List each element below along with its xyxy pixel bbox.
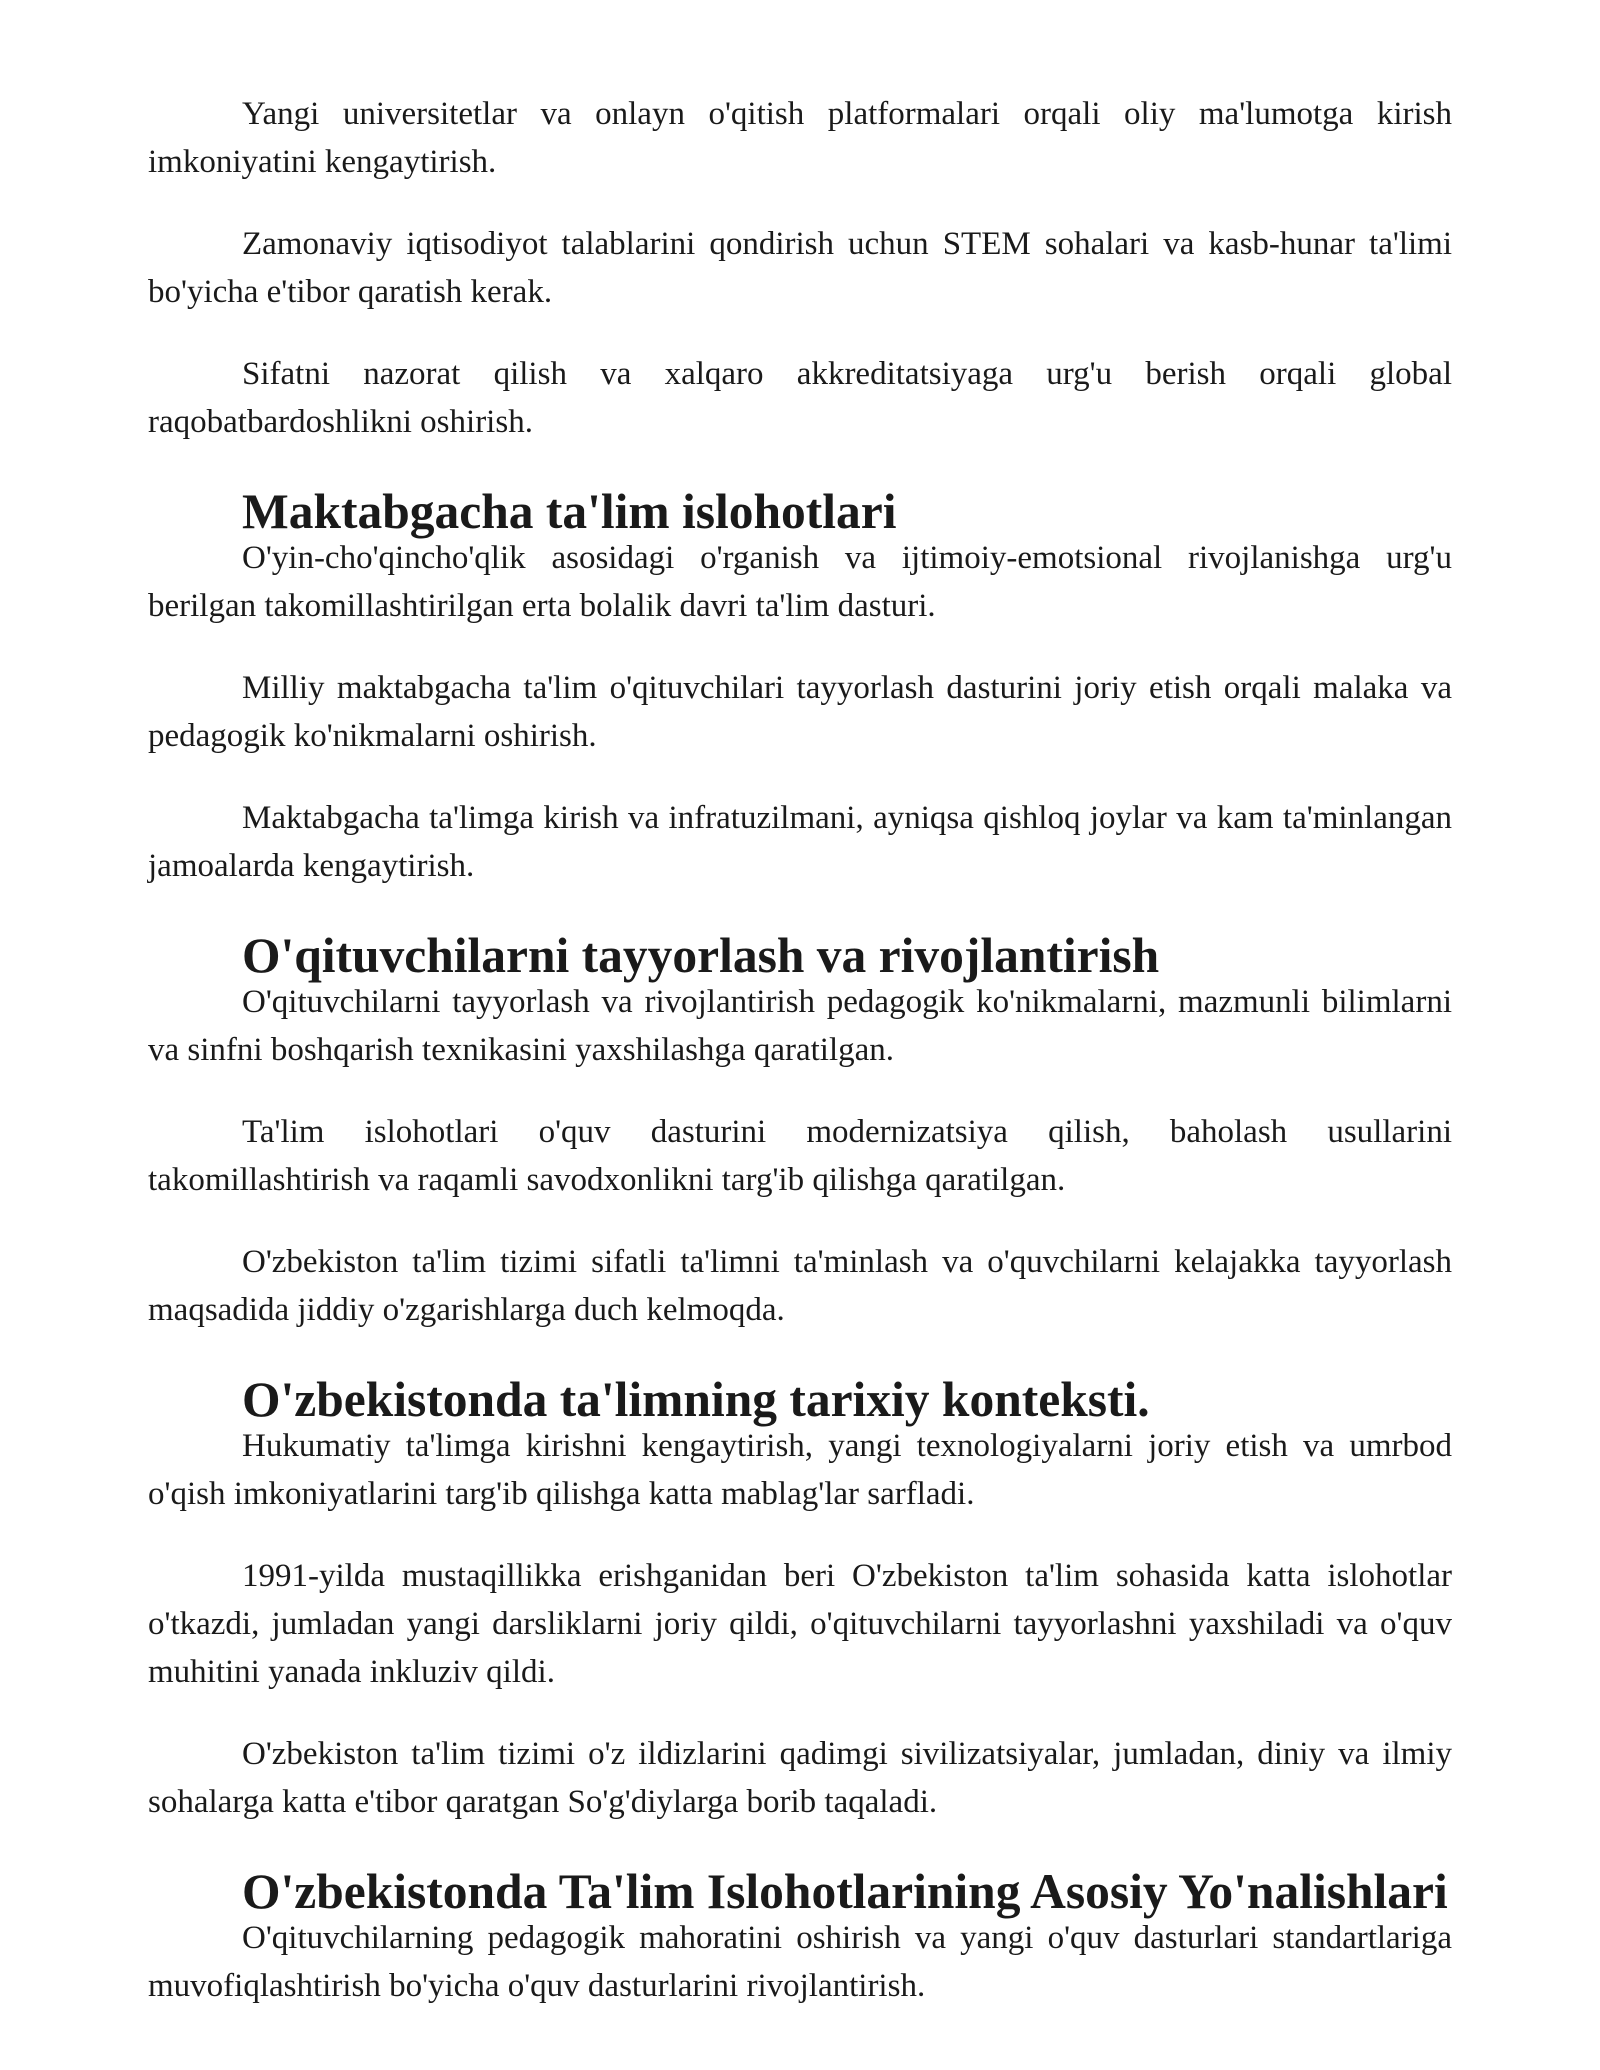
paragraph: Sifatni nazorat qilish va xalqaro akkreditatsiyaga urg'u berish orqali global raqobatbardoshlikni oshirish. xyxy=(148,356,1452,440)
paragraph: O'zbekiston ta'lim tizimi o'z ildizlarini qadimgi sivilizatsiyalar, jumladan, diniy va ilmiy sohalarga katta e'tibor qaratgan So'g'diylarga borib taqaladi. xyxy=(148,1736,1452,1820)
section-historical-context xyxy=(148,1372,1452,1826)
paragraph: 1991-yilda mustaqillikka erishganidan beri O'zbekiston ta'lim sohasida katta islohotlar o'tkazdi, jumladan yangi darsliklarni joriy qildi, o'qituvchilarni tayyorlashni yaxshiladi va o'quv muhitini yanada inkluziv qildi. xyxy=(148,1558,1452,1690)
document-page xyxy=(148,90,1452,2044)
intro-block xyxy=(148,90,1452,446)
section-heading: O'zbekistonda Ta'lim Islohotlarining Asosiy Yo'nalishlari xyxy=(242,1864,1448,1919)
section-heading: Maktabgacha ta'lim islohotlari xyxy=(242,484,897,539)
paragraph: Ta'lim islohotlari o'quv dasturini modernizatsiya qilish, baholash usullarini takomillashtirish va raqamli savodxonlikni targ'ib qilishga qaratilgan. xyxy=(148,1114,1452,1198)
paragraph: O'qituvchilarni tayyorlash va rivojlantirish pedagogik ko'nikmalarni, mazmunli bilimlarni va sinfni boshqarish texnikasini yaxshilashga qaratilgan. xyxy=(148,984,1452,1068)
paragraph: O'qituvchilarning pedagogik mahoratini oshirish va yangi o'quv dasturlari standartlariga muvofiqlashtirish bo'yicha o'quv dasturlarini rivojlantirish. xyxy=(148,1920,1452,2004)
paragraph: Yangi universitetlar va onlayn o'qitish platformalari orqali oliy ma'lumotga kirish imkoniyatini kengaytirish. xyxy=(148,96,1452,180)
paragraph: Maktabgacha ta'limga kirish va infratuzilmani, ayniqsa qishloq joylar va kam ta'minlangan jamoalarda kengaytirish. xyxy=(148,800,1452,884)
section-heading: O'qituvchilarni tayyorlash va rivojlantirish xyxy=(242,928,1160,983)
paragraph: Hukumatiy ta'limga kirishni kengaytirish, yangi texnologiyalarni joriy etish va umrbod o'qish imkoniyatlarini targ'ib qilishga katta mablag'lar sarfladi. xyxy=(148,1428,1452,1512)
section-preschool-reforms xyxy=(148,484,1452,890)
section-main-directions xyxy=(148,1864,1452,2010)
paragraph: O'yin-cho'qincho'qlik asosidagi o'rganish va ijtimoiy-emotsional rivojlanishga urg'u berilgan takomillashtirilgan erta bolalik davri ta'lim dasturi. xyxy=(148,540,1452,624)
paragraph: Milliy maktabgacha ta'lim o'qituvchilari tayyorlash dasturini joriy etish orqali malaka va pedagogik ko'nikmalarni oshirish. xyxy=(148,670,1452,754)
paragraph: Zamonaviy iqtisodiyot talablarini qondirish uchun STEM sohalari va kasb-hunar ta'limi bo'yicha e'tibor qaratish kerak. xyxy=(148,226,1452,310)
paragraph: O'zbekiston ta'lim tizimi sifatli ta'limni ta'minlash va o'quvchilarni kelajakka tayyorlash maqsadida jiddiy o'zgarishlarga duch kelmoqda. xyxy=(148,1244,1452,1328)
section-teacher-training xyxy=(148,928,1452,1334)
section-heading: O'zbekistonda ta'limning tarixiy konteksti. xyxy=(242,1372,1150,1427)
